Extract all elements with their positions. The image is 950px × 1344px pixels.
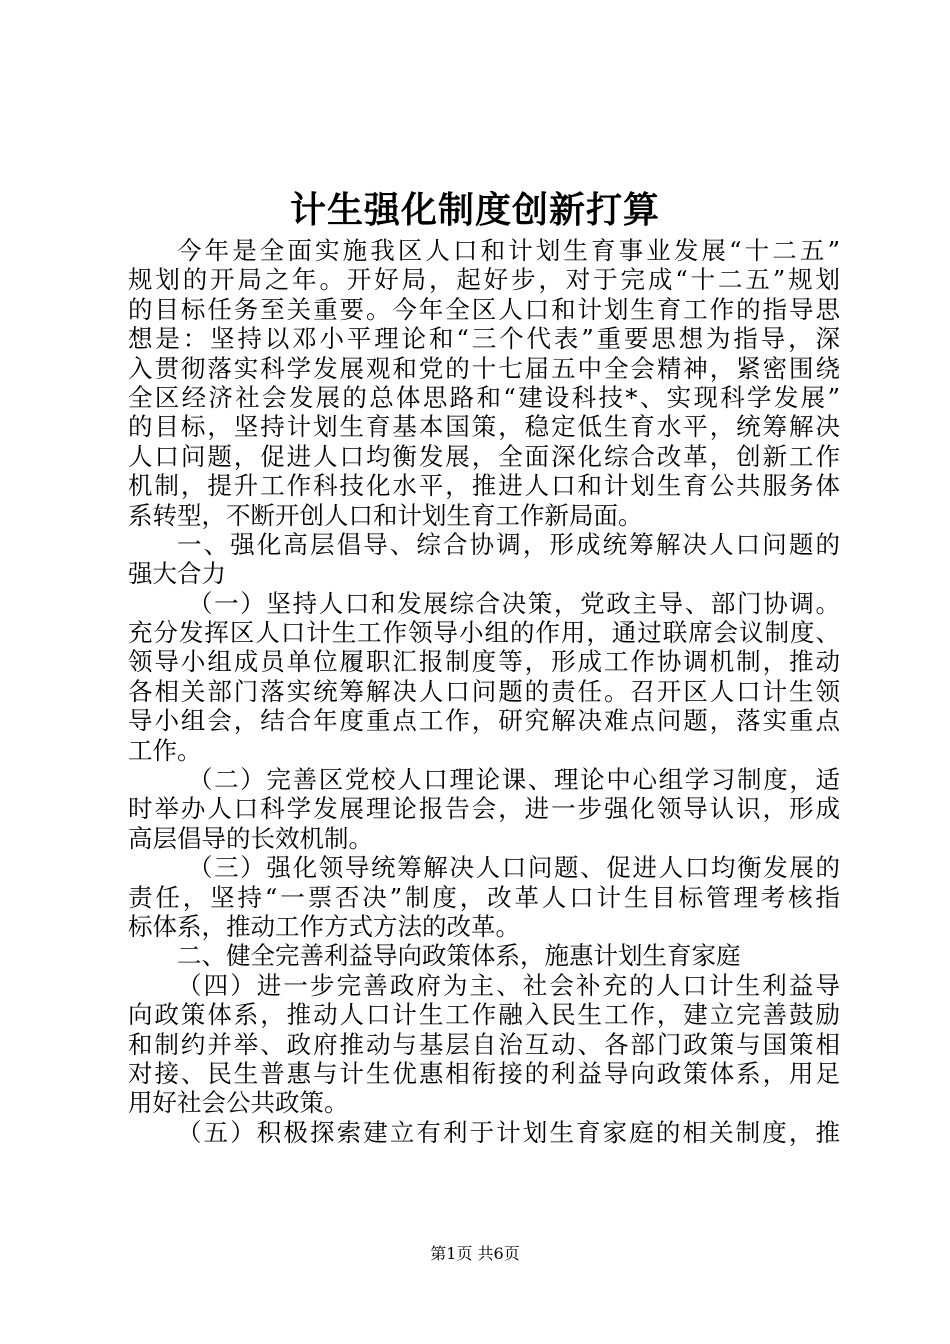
- text-line: 标体系，推动工作方式方法的改革。: [128, 911, 520, 941]
- text-line: 各相关部门落实统筹解决人口问题的责任。召开区人口计生领: [128, 676, 840, 706]
- text-line: 时举办人口科学发展理论报告会，进一步强化领导认识，形成: [128, 794, 840, 824]
- text-line: 和制约并举、政府推动与基层自治互动、各部门政策与国策相: [128, 1029, 840, 1059]
- text-line: 的目标任务至关重要。今年全区人口和计划生育工作的指导思: [128, 294, 840, 324]
- text-line: （四）进一步完善政府为主、社会补充的人口计生利益导: [177, 970, 840, 1000]
- text-line: （一）坚持人口和发展综合决策，党政主导、部门协调。: [188, 588, 840, 618]
- text-line: 责任，坚持“一票否决”制度，改革人口计生目标管理考核指: [128, 882, 840, 912]
- page-footer: 第1页 共6页: [430, 1244, 520, 1263]
- text-line: 向政策体系，推动人口计生工作融入民生工作，建立完善鼓励: [128, 1000, 840, 1030]
- section-heading: 一、强化高层倡导、综合协调，形成统筹解决人口问题的: [177, 529, 840, 559]
- text-line: 系转型，不断开创人口和计划生育工作新局面。: [128, 500, 643, 530]
- text-line: 用好社会公共政策。: [128, 1088, 349, 1118]
- text-line: 的目标，坚持计划生育基本国策，稳定低生育水平，统筹解决: [128, 412, 840, 442]
- text-line: 工作。: [128, 735, 202, 765]
- text-line: （二）完善区党校人口理论课、理论中心组学习制度，适: [188, 765, 840, 795]
- section-heading: 强大合力: [128, 559, 226, 589]
- text-line: 对接、民生普惠与计生优惠相衔接的利益导向政策体系，用足: [128, 1058, 840, 1088]
- text-line: 导小组会，结合年度重点工作，研究解决难点问题，落实重点: [128, 706, 840, 736]
- text-line: （五）积极探索建立有利于计划生育家庭的相关制度，推: [177, 1117, 840, 1147]
- text-line: （三）强化领导统筹解决人口问题、促进人口均衡发展的: [188, 853, 840, 883]
- text-line: 人口问题，促进人口均衡发展，全面深化综合改革，创新工作: [128, 441, 840, 471]
- text-line: 高层倡导的长效机制。: [128, 823, 373, 853]
- document-title: 计生强化制度创新打算: [289, 189, 660, 231]
- text-line: 全区经济社会发展的总体思路和“建设科技*、实现科学发展”: [128, 382, 840, 412]
- text-line: 想是：坚持以邓小平理论和“三个代表”重要思想为指导，深: [128, 324, 840, 354]
- text-line: 今年是全面实施我区人口和计划生育事业发展“十二五”: [177, 236, 840, 265]
- text-line: 入贯彻落实科学发展观和党的十七届五中全会精神，紧密围绕: [128, 353, 840, 383]
- text-line: 机制，提升工作科技化水平，推进人口和计划生育公共服务体: [128, 471, 840, 501]
- section-heading: 二、健全完善利益导向政策体系，施惠计划生育家庭: [177, 941, 741, 971]
- text-line: 领导小组成员单位履职汇报制度等，形成工作协调机制，推动: [128, 647, 840, 677]
- text-line: 规划的开局之年。开好局，起好步，对于完成“十二五”规划: [128, 265, 840, 295]
- document-body: [128, 236, 840, 1147]
- text-line: 充分发挥区人口计生工作领导小组的作用，通过联席会议制度、: [128, 618, 840, 648]
